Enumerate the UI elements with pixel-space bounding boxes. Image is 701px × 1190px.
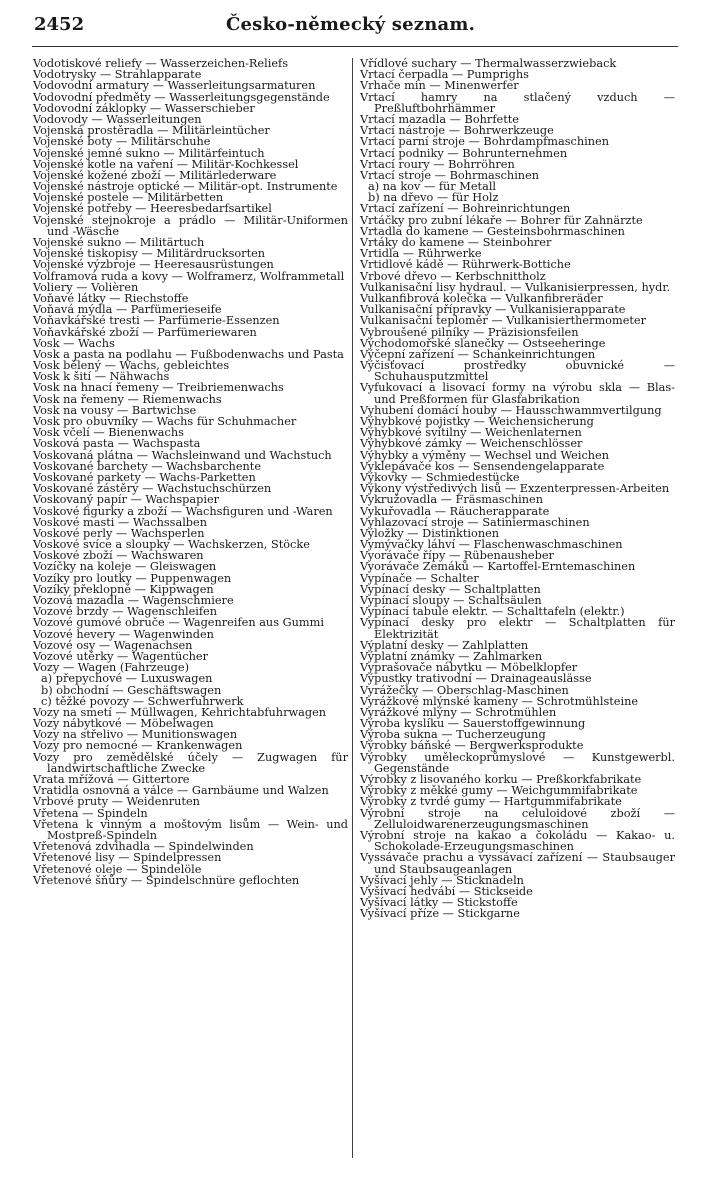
page-title: Česko-německý seznam.: [225, 14, 476, 35]
dictionary-entry: b) na dřevo — für Holz: [368, 191, 499, 205]
dictionary-entry: Vosk na řemeny — Riemenwachs: [33, 392, 222, 406]
dictionary-entry: Výrobky z lisovaného korku — Preßkorkfabrikate: [360, 773, 642, 786]
dictionary-entry: Vyhubení domácí houby — Hausschwammvertilgung: [360, 403, 662, 417]
dictionary-entry: Vozy nábytkové — Möbelwagen: [33, 717, 214, 731]
dictionary-entry: Výpustky trativodní — Drainageauslässe: [360, 672, 592, 686]
dictionary-entry: Vrtací stroje — Bohrmaschinen: [360, 168, 540, 182]
dictionary-entry: Vojenské boty — Militärschuhe: [33, 135, 211, 149]
dictionary-entry: c) těžké povozy — Schwerfuhrwerk: [41, 694, 244, 708]
dictionary-entry: Voskové masti — Wachssalben: [33, 515, 208, 529]
column-divider: [352, 58, 353, 1158]
dictionary-entry: Vozové hevery — Wagenwinden: [33, 627, 214, 641]
dictionary-entry: Výložky — Distinktionen: [360, 526, 500, 540]
dictionary-entry: Vybroušené pilníky — Präzisionsfeilen: [360, 325, 579, 339]
dictionary-entry: Vozíky pro loutky — Puppenwagen: [33, 571, 232, 585]
dictionary-entry: Vojenské nástroje optické — Militär-opt. Instrumente: [33, 180, 338, 194]
dictionary-entry: Vypínací tabule elektr. — Schalttafeln (elektr.): [360, 605, 625, 619]
dictionary-entry: Vosk bělený — Wachs, gebleichtes: [33, 359, 230, 373]
dictionary-entry: Vřídlové suchary — Thermalwasserzwieback: [360, 57, 617, 70]
dictionary-entry: Vosk — Wachs: [33, 336, 115, 350]
header-rule: [32, 46, 678, 47]
dictionary-entry: Vozy na střelivo — Munitionswagen: [33, 728, 238, 742]
dictionary-entry: Východomořské slanečky — Ostseeheringe: [360, 336, 606, 350]
dictionary-entry: Výhybky a výměny — Wechsel und Weichen: [360, 448, 610, 462]
dictionary-entry: Voskovaný papír — Wachspapier: [33, 493, 220, 507]
dictionary-entry: Vrata mřížová — Gittertore: [33, 773, 190, 786]
dictionary-entry: Výroba kyslíku — Sauerstoffgewinnung: [360, 717, 586, 731]
dictionary-entry: Voňavé látky — Riechstoffe: [33, 291, 189, 305]
dictionary-entry: Vozové osy — Wagenachsen: [33, 638, 193, 652]
dictionary-entry: Vojenské stejnokroje a prádlo — Militär-Uniformen und -Wäsche: [33, 213, 348, 238]
dictionary-entry: Vymývačky láhví — Flaschenwaschmaschinen: [360, 538, 623, 552]
dictionary-entry: Vozy na smetí — Müllwagen, Kehrichtabfuhrwagen: [33, 705, 327, 719]
dictionary-entry: Vulkanisační teploměr — Vulkanisierthermometer: [360, 314, 647, 328]
dictionary-entry: Vyorávače Zemáků — Kartoffel-Erntemaschinen: [360, 560, 636, 574]
dictionary-entry: Vrtací nástroje — Bohrwerkzeuge: [360, 124, 554, 138]
dictionary-entry: Vosk a pasta na podlahu — Fußbodenwachs und Pasta: [33, 347, 344, 361]
dictionary-entry: Výrobky z měkké gumy — Weichgummifabrikate: [360, 784, 638, 798]
dictionary-entry: Vypínače — Schalter: [360, 571, 479, 585]
column-right: [360, 58, 675, 919]
dictionary-entry: Vrtací roury — Bohrröhren: [360, 157, 515, 171]
dictionary-entry: a) přepychové — Luxuswagen: [41, 672, 213, 686]
dictionary-entry: Vyhlazovací stroje — Satiniermaschinen: [360, 515, 590, 529]
dictionary-entry: Vulkanisační lisy hydraul. — Vulkanisierpressen, hydr.: [360, 280, 671, 294]
dictionary-entry: Výrobky uměleckoprůmyslové — Kunstgewerbl. Gegenstände: [360, 750, 675, 775]
dictionary-entry: Vřetenové oleje — Spindelöle: [33, 862, 202, 876]
dictionary-entry: Vozy pro zemědělské účely — Zugwagen für landwirtschaftliche Zwecke: [33, 750, 348, 775]
dictionary-entry: Výčisťovací prostředky obuvnické — Schuhausputzmittel: [360, 359, 675, 384]
dictionary-entry: Vřetena — Spindeln: [33, 806, 148, 820]
dictionary-entry: Vyšívací příze — Stickgarne: [360, 907, 520, 921]
dictionary-entry: Vrbové dřevo — Kerbschnittholz: [360, 269, 546, 283]
dictionary-entry: Výčepní zařízení — Schankeinrichtungen: [360, 347, 596, 361]
dictionary-entry: Vozové gumové obruče — Wagenreifen aus Gummi: [33, 616, 324, 630]
page-number: 2452: [34, 14, 85, 35]
dictionary-entry: Vojenské kotle na vaření — Militär-Kochkessel: [33, 157, 299, 171]
dictionary-entry: Vratidla osnovná a válce — Garnbäume und Walzen: [33, 784, 329, 798]
dictionary-entry: Vypínací desky pro elektr — Schaltplatten für Elektrizität: [360, 616, 675, 641]
dictionary-entry: Výplatní desky — Zahlplatten: [360, 638, 529, 652]
dictionary-entry: Vosk včelí — Bienenwachs: [33, 426, 184, 440]
dictionary-entry: Vodotrysky — Strahlapparate: [33, 68, 202, 82]
dictionary-entry: Vrtací mazadla — Bohrfette: [360, 112, 519, 126]
dictionary-entry: Vojenské sukno — Militärtuch: [33, 236, 205, 249]
dictionary-entry: Vrtací čerpadla — Pumprighs: [360, 68, 529, 82]
dictionary-entry: Vosková pasta — Wachspasta: [33, 437, 201, 451]
dictionary-entry: a) na kov — für Metall: [368, 180, 497, 194]
dictionary-entry: Výrobní stroje na celuloidové zboží — Zelluloidwarenerzeugungsmaschinen: [360, 806, 675, 831]
dictionary-entry: Vozíčky na koleje — Gleiswagen: [33, 560, 217, 574]
dictionary-entry: Vyšívací látky — Stickstoffe: [360, 896, 518, 910]
dictionary-entry: Vyprašovače nábytku — Möbelklopfer: [360, 661, 578, 675]
dictionary-entry: Vykuřovadla — Räucherapparate: [360, 504, 550, 518]
dictionary-entry: Vrtací parní stroje — Bohrdampfmaschinen: [360, 135, 609, 149]
dictionary-entry: Vojenské kožené zboží — Militärlederware: [33, 168, 277, 182]
dictionary-entry: Vrtací hamry na stlačený vzduch — Preßluftbohrhämmer: [360, 90, 675, 115]
dictionary-entry: Vojenské výzbroje — Heeresausrüstungen: [33, 258, 274, 272]
dictionary-entry: Výrobky báňské — Bergwerksprodukte: [360, 739, 584, 753]
dictionary-entry: Výkony výstředivých lisů — Exzenterpressen-Arbeiten: [360, 482, 670, 496]
dictionary-entry: Vojenské jemné sukno — Militärfeintuch: [33, 146, 265, 160]
dictionary-entry: Vyrážkové mlýny — Schrotmühlen: [360, 705, 557, 719]
dictionary-entry: Vodotiskové reliefy — Wasserzeichen-Reliefs: [33, 57, 289, 70]
dictionary-entry: Vosk pro obuvníky — Wachs für Schuhmacher: [33, 415, 297, 428]
dictionary-entry: Výhybkové pojistky — Weichensicherung: [360, 415, 594, 428]
dictionary-entry: Vypínací desky — Schaltplatten: [360, 582, 541, 596]
dictionary-entry: Voskové zboží — Wachswaren: [33, 549, 204, 563]
dictionary-entry: Voskové perly — Wachsperlen: [33, 526, 205, 540]
dictionary-entry: Voňavá mýdla — Parfümerieseife: [33, 303, 222, 317]
dictionary-entry: Vyfukovací a lisovací formy na výrobu skla — Blas- und Preßformen für Glasfabrikation: [360, 381, 675, 406]
dictionary-entry: Vykružovadla — Fräsmaschinen: [360, 493, 544, 507]
dictionary-entry: Vozová mazadla — Wagenschmiere: [33, 594, 234, 607]
dictionary-entry: Vřetena k vinným a moštovým lisům — Wein- und Mostpreß-Spindeln: [33, 817, 348, 842]
dictionary-entry: Voskové svíce a sloupky — Wachskerzen, Stöcke: [33, 538, 310, 552]
dictionary-entry: Vrtidlové kádě — Rührwerk-Bottiche: [360, 258, 571, 272]
dictionary-entry: Vyšívací hedvábí — Stickseide: [360, 884, 533, 898]
dictionary-entry: Vodovodní předměty — Wasserleitungsgegenstände: [33, 90, 330, 104]
dictionary-entry: Vosk k šití — Nähwachs: [33, 370, 170, 384]
dictionary-entry: Vozy pro nemocné — Krankenwagen: [33, 739, 243, 753]
dictionary-entry: Vojenské tiskopisy — Militärdrucksorten: [33, 247, 266, 261]
dictionary-entry: Voskované zástěry — Wachstuchschürzen: [33, 482, 272, 496]
dictionary-entry: Vodovodní armatury — Wasserleitungsarmaturen: [33, 79, 316, 93]
dictionary-entry: Vrtidla — Rührwerke: [360, 247, 482, 261]
dictionary-entry: Vosk na vousy — Bartwichse: [33, 403, 197, 417]
dictionary-entry: Vosk na hnací řemeny — Treibriemenwachs: [33, 381, 284, 395]
dictionary-entry: Vodovody — Wasserleitungen: [33, 112, 202, 126]
dictionary-entry: Vyorávače řípy — Rübenausheber: [360, 549, 554, 563]
dictionary-entry: Vyrážkové mlýnské kameny — Schrotmühlsteine: [360, 694, 639, 708]
dictionary-entry: Voskované barchety — Wachsbarchente: [33, 459, 262, 473]
dictionary-entry: Vřetenové šňůry — Spindelschnüre geflochten: [33, 873, 300, 887]
dictionary-entry: Vozy — Wagen (Fahrzeuge): [33, 661, 190, 675]
dictionary-entry: Vozové utěrky — Wagentücher: [33, 649, 209, 663]
dictionary-entry: Vrtáky do kamene — Steinbohrer: [360, 236, 552, 249]
dictionary-entry: Vojenské postele — Militärbetten: [33, 191, 224, 205]
dictionary-entry: Výkovky — Schmiedestücke: [360, 470, 520, 484]
dictionary-entry: Voňavkářské tresti — Parfümerie-Essenzen: [33, 314, 280, 328]
dictionary-entry: Vrhače min — Minenwerfer: [360, 79, 519, 93]
dictionary-entry: Vozové brzdy — Wagenschleifen: [33, 605, 218, 619]
dictionary-entry: Voskované parkety — Wachs-Parketten: [33, 470, 256, 484]
dictionary-entry: Vřetenové lisy — Spindelpressen: [33, 851, 222, 865]
dictionary-entry: Vrbové pruty — Weidenruten: [33, 795, 200, 809]
dictionary-entry: Voskovaná plátna — Wachsleinwand und Wachstuch: [33, 448, 332, 462]
dictionary-entry: Vyšívací jehly — Sticknadeln: [360, 873, 524, 887]
dictionary-entry: Vodovodní záklopky — Wasserschieber: [33, 101, 255, 115]
dictionary-entry: Volframová ruda a kovy — Wolframerz, Wolframmetall: [33, 269, 345, 283]
dictionary-entry: Výrobní stroje na kakao a čokoládu — Kakao- u. Schokolade-Erzeugungsmaschinen: [360, 828, 675, 854]
dictionary-entry: Vojenská prostěradla — Militärleintücher: [33, 124, 270, 138]
dictionary-entry: Vulkanfibrová kolečka — Vulkanfibreräder: [360, 291, 603, 305]
dictionary-entry: Vyssávače prachu a vyssávací zařízení — Staubsauger und Staubsaugeanlagen: [360, 851, 675, 876]
dictionary-entry: Vřetenová zdvihadla — Spindelwinden: [33, 840, 254, 854]
dictionary-entry: Vojenské potřeby — Heeresbedarfsartikel: [33, 202, 272, 216]
dictionary-entry: Výhybkové zámky — Weichenschlösser: [360, 437, 583, 451]
dictionary-entry: Vrtáčky pro zubní lékaře — Bohrer für Zahnärzte: [360, 213, 643, 227]
dictionary-entry: Vrtací zařízení — Bohreinrichtungen: [360, 202, 571, 216]
column-left: [33, 58, 348, 886]
dictionary-entry: Vyklepávače kos — Sensendengelapparate: [360, 459, 605, 473]
dictionary-entry: Vozíky překlopné — Kippwagen: [33, 582, 214, 596]
dictionary-entry: Výroba sukna — Tucherzeugung: [360, 728, 546, 742]
dictionary-entry: Výhybkové svítilny — Weichenlaternen: [360, 426, 582, 440]
dictionary-entry: Voliery — Volièren: [33, 280, 139, 294]
dictionary-entry: Výrobky z tvrdé gumy — Hartgummifabrikate: [360, 795, 622, 809]
dictionary-entry: Vrtadla do kamene — Gesteinsbohrmaschinen: [360, 224, 625, 238]
dictionary-entry: Výplatní známky — Zahlmarken: [360, 649, 543, 663]
dictionary-entry: Voskové figurky a zboží — Wachsfiguren und -Waren: [33, 504, 333, 518]
dictionary-entry: Vyrážečky — Oberschlag-Maschinen: [360, 683, 569, 697]
dictionary-entry: b) obchodní — Geschäftswagen: [41, 683, 222, 697]
dictionary-entry: Voňavkářské zboží — Parfümeriewaren: [33, 325, 257, 339]
dictionary-entry: Vulkanisační přípravky — Vulkanisierapparate: [360, 303, 626, 317]
dictionary-entry: Vypínací sloupy — Schaltsäulen: [360, 594, 542, 607]
dictionary-entry: Vrtací podniky — Bohrunternehmen: [360, 146, 568, 160]
